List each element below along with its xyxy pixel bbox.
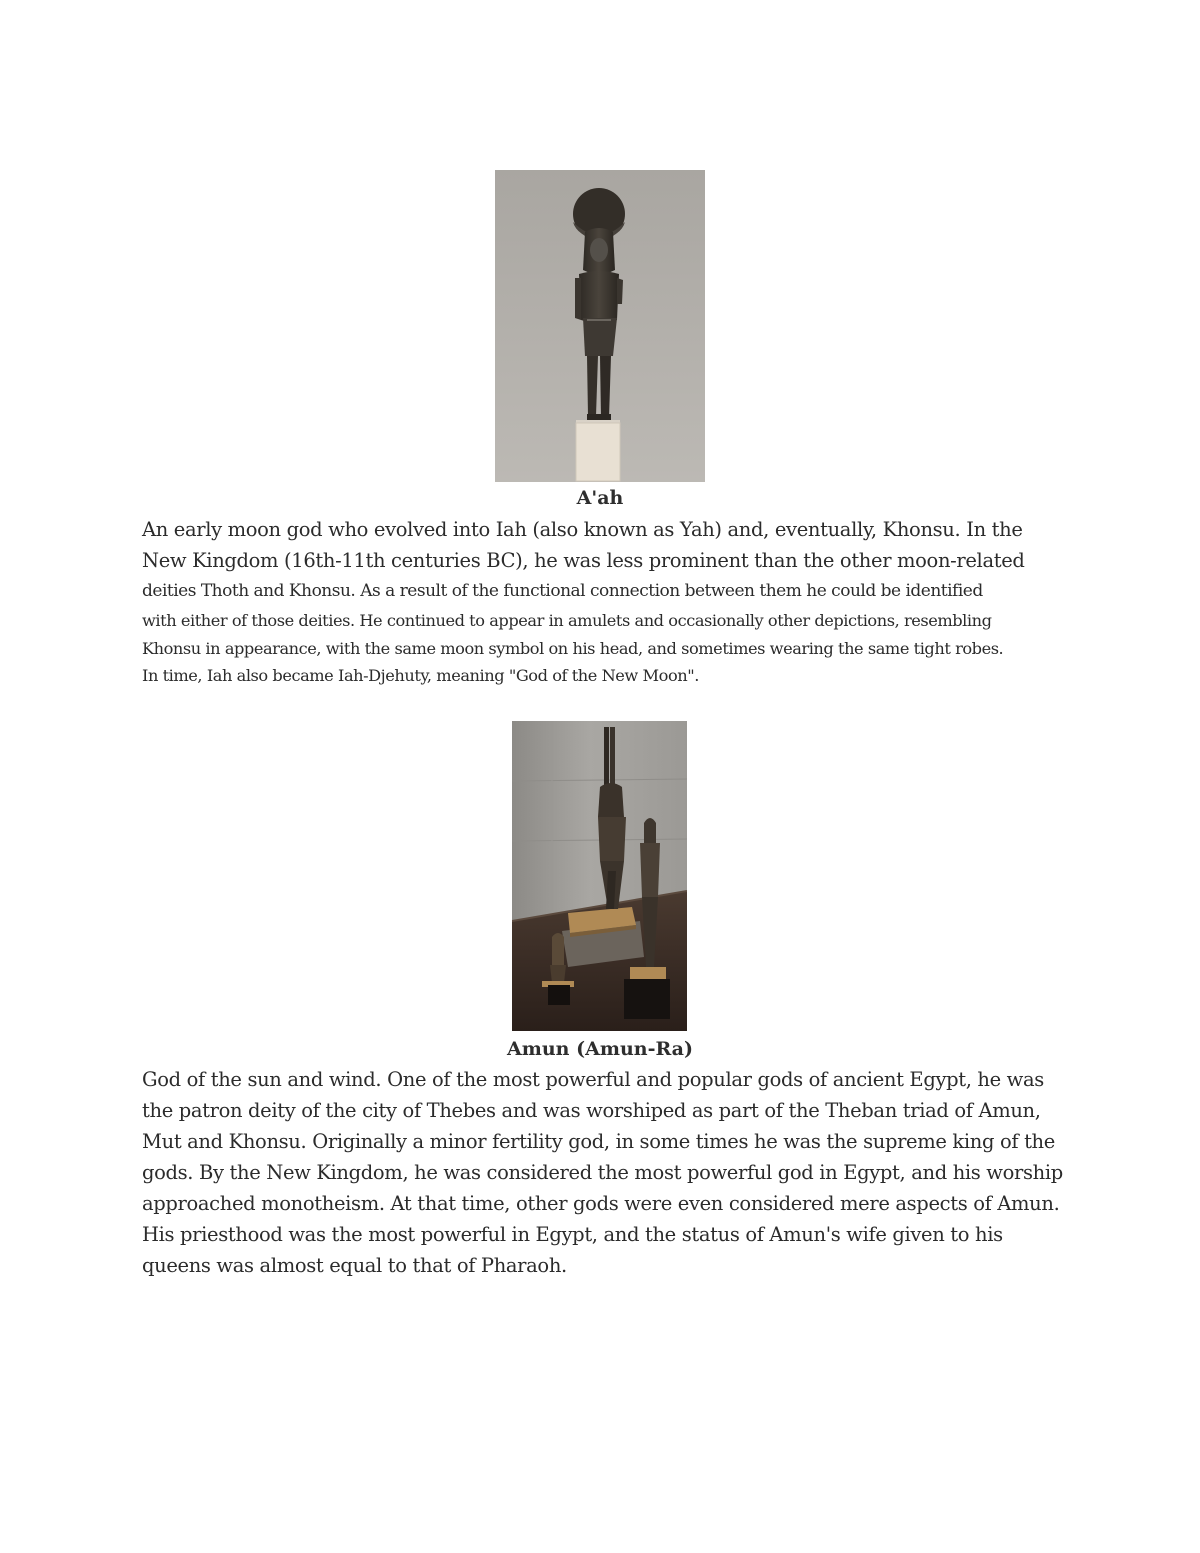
text-line: deities Thoth and Khonsu. As a result of the functional connection between them he could be identified <box>142 581 983 601</box>
text-line: with either of those deities. He continued to appear in amulets and occasionally other depictions, resembling <box>142 611 992 630</box>
text-line: His priesthood was the most powerful in Egypt, and the status of Amun's wife given to his <box>142 1223 1003 1246</box>
text-line: queens was almost equal to that of Pharaoh. <box>142 1254 567 1277</box>
entry-title-aah: A'ah <box>576 487 624 509</box>
aah-statue-photo <box>495 170 705 482</box>
text-line: In time, Iah also became Iah-Djehuty, meaning "God of the New Moon". <box>142 666 699 685</box>
entry-description-amun <box>142 1064 1062 1281</box>
entry-description-aah <box>142 514 1062 690</box>
text-line: gods. By the New Kingdom, he was considered the most powerful god in Egypt, and his worship <box>142 1161 1063 1184</box>
text-line: New Kingdom (16th-11th centuries BC), he was less prominent than the other moon-related <box>142 549 1025 572</box>
text-line: approached monotheism. At that time, other gods were even considered mere aspects of Amun. <box>142 1192 1060 1215</box>
text-line: An early moon god who evolved into Iah (also known as Yah) and, eventually, Khonsu. In the <box>142 518 1023 541</box>
text-line: Khonsu in appearance, with the same moon symbol on his head, and sometimes wearing the same tight robes. <box>142 638 1004 658</box>
text-line: the patron deity of the city of Thebes and was worshiped as part of the Theban triad of Amun, <box>142 1099 1041 1122</box>
entry-title-amun: Amun (Amun-Ra) <box>507 1038 693 1060</box>
text-line: God of the sun and wind. One of the most powerful and popular gods of ancient Egypt, he was <box>142 1068 1044 1091</box>
amun-statues-photo <box>512 721 687 1031</box>
text-line: Mut and Khonsu. Originally a minor fertility god, in some times he was the supreme king of the <box>142 1130 1055 1153</box>
